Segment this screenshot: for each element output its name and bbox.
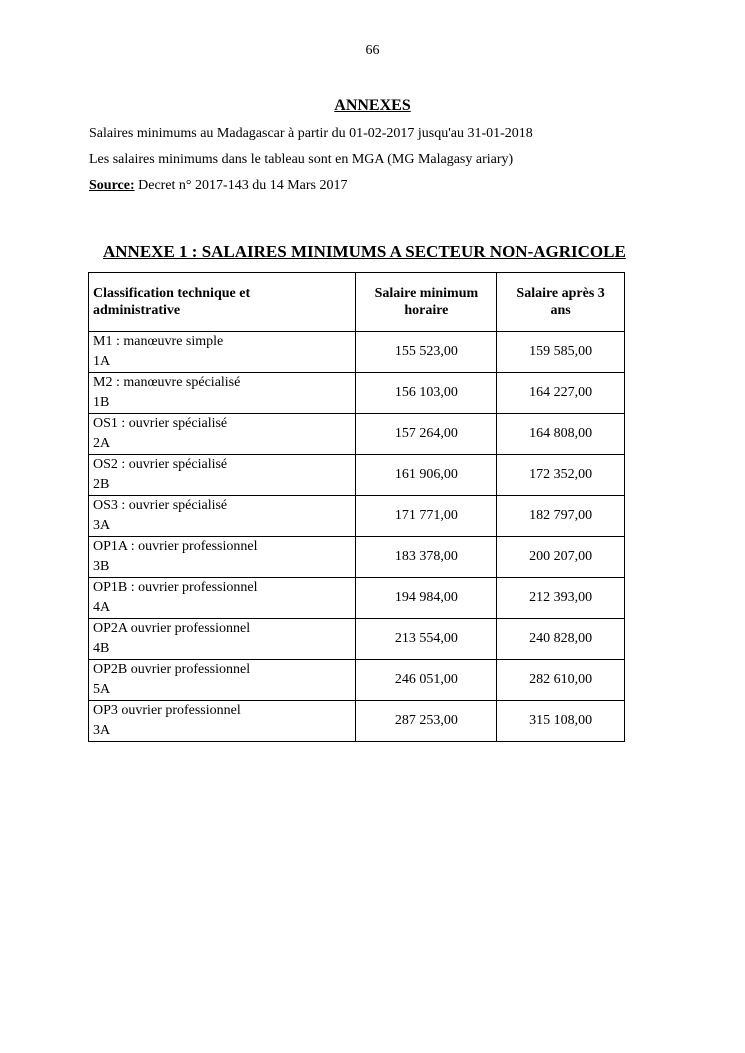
table-body <box>89 332 625 742</box>
classification-label: OP1A : ouvrier professionnel <box>93 539 258 554</box>
annexe1-heading: ANNEXE 1 : SALAIRES MINIMUMS A SECTEUR NON-AGRICOLE <box>103 242 626 261</box>
header-after3-line2: ans <box>550 303 571 318</box>
cell-classification <box>89 373 356 414</box>
classification-label: M2 : manœuvre spécialisé <box>93 375 241 390</box>
cell-classification <box>89 455 356 496</box>
intro-currency-line: Les salaires minimums dans le tableau sont en MGA (MG Malagasy ariary) <box>89 152 514 167</box>
table-row <box>89 537 625 578</box>
cell-after-3-years: 164 227,00 <box>497 373 625 414</box>
classification-code: 2A <box>93 436 111 451</box>
table-row <box>89 660 625 701</box>
classification-label: OS1 : ouvrier spécialisé <box>93 416 228 431</box>
classification-label: OS3 : ouvrier spécialisé <box>93 498 228 513</box>
cell-after-3-years: 182 797,00 <box>497 496 625 537</box>
classification-label: OP2B ouvrier professionnel <box>93 662 251 677</box>
classification-label: OP2A ouvrier professionnel <box>93 621 251 636</box>
table-row <box>89 373 625 414</box>
header-after-3-years <box>497 273 625 332</box>
cell-minimum-hourly: 157 264,00 <box>356 414 497 455</box>
intro-source-line <box>89 178 347 194</box>
cell-minimum-hourly: 156 103,00 <box>356 373 497 414</box>
source-label: Source: <box>89 178 135 193</box>
classification-code: 4A <box>93 600 111 615</box>
cell-after-3-years: 159 585,00 <box>497 332 625 373</box>
table-row <box>89 701 625 742</box>
cell-minimum-hourly: 213 554,00 <box>356 619 497 660</box>
classification-label: OP1B : ouvrier professionnel <box>93 580 258 595</box>
header-after3-line1: Salaire après 3 <box>516 286 605 301</box>
cell-minimum-hourly: 171 771,00 <box>356 496 497 537</box>
cell-classification <box>89 701 356 742</box>
cell-classification <box>89 578 356 619</box>
annexes-title: ANNEXES <box>334 97 411 114</box>
cell-minimum-hourly: 183 378,00 <box>356 537 497 578</box>
intro-period-line: Salaires minimums au Madagascar à partir du 01-02-2017 jusqu'au 31-01-2018 <box>89 126 533 141</box>
cell-classification <box>89 660 356 701</box>
header-classification <box>89 273 356 332</box>
table-row <box>89 455 625 496</box>
cell-after-3-years: 315 108,00 <box>497 701 625 742</box>
cell-after-3-years: 212 393,00 <box>497 578 625 619</box>
cell-after-3-years: 172 352,00 <box>497 455 625 496</box>
page-number: 66 <box>365 43 380 58</box>
classification-code: 3A <box>93 518 111 533</box>
classification-code: 4B <box>93 641 110 656</box>
cell-classification <box>89 414 356 455</box>
table-row <box>89 414 625 455</box>
cell-classification <box>89 537 356 578</box>
table-row <box>89 619 625 660</box>
classification-code: 3A <box>93 723 111 738</box>
cell-after-3-years: 200 207,00 <box>497 537 625 578</box>
cell-after-3-years: 240 828,00 <box>497 619 625 660</box>
header-classification-line2: administrative <box>93 303 181 318</box>
classification-label: OS2 : ouvrier spécialisé <box>93 457 228 472</box>
classification-label: M1 : manœuvre simple <box>93 334 224 349</box>
classification-code: 1A <box>93 354 111 369</box>
classification-code: 3B <box>93 559 110 574</box>
classification-code: 1B <box>93 395 110 410</box>
cell-classification <box>89 496 356 537</box>
cell-after-3-years: 282 610,00 <box>497 660 625 701</box>
cell-classification <box>89 619 356 660</box>
cell-minimum-hourly: 194 984,00 <box>356 578 497 619</box>
classification-code: 5A <box>93 682 111 697</box>
header-minimum-line1: Salaire minimum <box>374 286 479 301</box>
cell-after-3-years: 164 808,00 <box>497 414 625 455</box>
classification-code: 2B <box>93 477 110 492</box>
salary-table <box>88 272 625 742</box>
table-row <box>89 332 625 373</box>
table-header-row <box>89 273 625 332</box>
cell-minimum-hourly: 155 523,00 <box>356 332 497 373</box>
header-minimum-line2: horaire <box>404 303 449 318</box>
table-row <box>89 496 625 537</box>
classification-label: OP3 ouvrier professionnel <box>93 703 241 718</box>
cell-minimum-hourly: 161 906,00 <box>356 455 497 496</box>
cell-classification <box>89 332 356 373</box>
cell-minimum-hourly: 287 253,00 <box>356 701 497 742</box>
cell-minimum-hourly: 246 051,00 <box>356 660 497 701</box>
header-classification-line1: Classification technique et <box>93 286 251 301</box>
header-minimum-hourly <box>356 273 497 332</box>
source-text: Decret n° 2017-143 du 14 Mars 2017 <box>134 178 348 193</box>
table-row <box>89 578 625 619</box>
